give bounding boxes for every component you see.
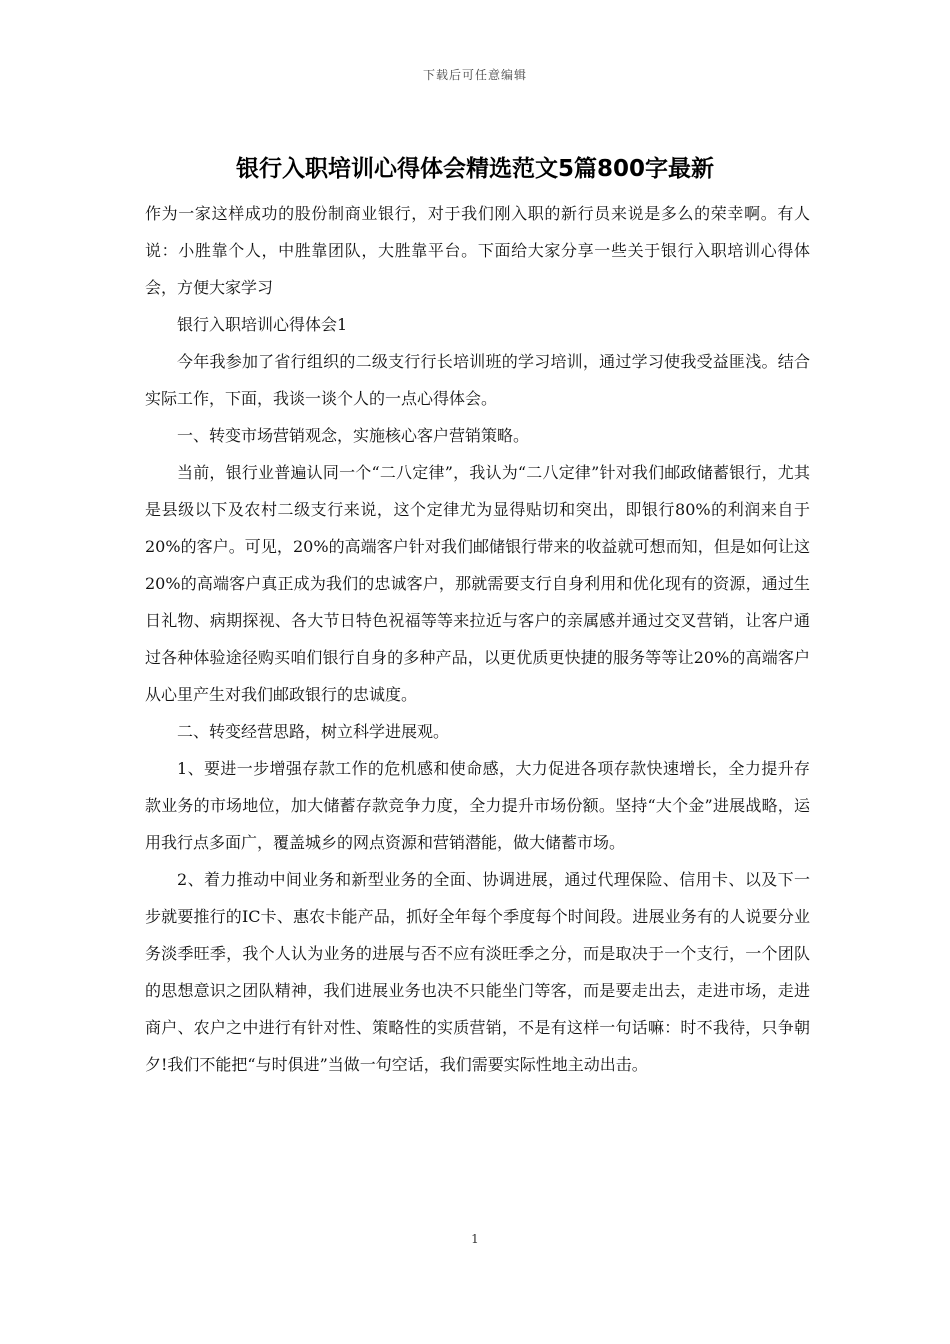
paragraph: 当前，银行业普遍认同一个“二八定律”，我认为“二八定律”针对我们邮政储蓄银行，尤其是县级以下及农村二级支行来说，这个定律尤为显得贴切和突出，即银行80%的利润来自于20%的客户。可见，20%的高端客户针对我们邮储银行带来的收益就可想而知，但是如何让这20%的高端客户真正成为我们的忠诚客户，那就需要支行自身利用和优化现有的资源，通过生日礼物、病期探视、各大节日特色祝福等等来拉近与客户的亲属感并通过交叉营销，让客户通过各种体验途径购买咱们银行自身的多种产品，以更优质更快捷的服务等等让20%的高端客户从心里产生对我们邮政银行的忠诚度。 — [145, 463, 810, 704]
page-number: 1 — [471, 1232, 479, 1246]
subheading-1: 一、转变市场营销观念，实施核心客户营销策略。 — [177, 426, 530, 445]
paragraph: 今年我参加了省行组织的二级支行行长培训班的学习培训，通过学习使我受益匪浅。结合实际工作，下面，我谈一谈个人的一点心得体会。 — [145, 352, 810, 408]
header-note: 下载后可任意编辑 — [422, 68, 527, 82]
paragraph: 1、要进一步增强存款工作的危机感和使命感，大力促进各项存款快速增长，全力提升存款业务的市场地位，加大储蓄存款竞争力度，全力提升市场份额。坚持“大个金”进展战略，运用我行点多面广，覆盖城乡的网点资源和营销潜能，做大储蓄市场。 — [145, 759, 810, 852]
subheading-2: 二、转变经营思路，树立科学进展观。 — [177, 722, 450, 741]
paragraph: 2、着力推动中间业务和新型业务的全面、协调进展，通过代理保险、信用卡、以及下一步就要推行的IC卡、惠农卡能产品，抓好全年每个季度每个时间段。进展业务有的人说要分业务淡季旺季，我个人认为业务的进展与否不应有淡旺季之分，而是取决于一个支行，一个团队的思想意识之团队精神，我们进展业务也决不只能坐门等客，而是要走出去，走进市场，走进商户、农户之中进行有针对性、策略性的实质营销，不是有这样一句话嘛：时不我待，只争朝夕!我们不能把“与时俱进”当做一句空话，我们需要实际性地主动出击。 — [145, 870, 810, 1074]
document-title: 银行入职培训心得体会精选范文5篇800字最新 — [235, 156, 714, 182]
paragraph-intro: 作为一家这样成功的股份制商业银行，对于我们刚入职的新行员来说是多么的荣幸啊。有人说：小胜靠个人，中胜靠团队，大胜靠平台。下面给大家分享一些关于银行入职培训心得体会，方便大家学习 — [145, 204, 810, 297]
section-heading-1: 银行入职培训心得体会1 — [177, 315, 348, 334]
document-body — [145, 195, 810, 1083]
